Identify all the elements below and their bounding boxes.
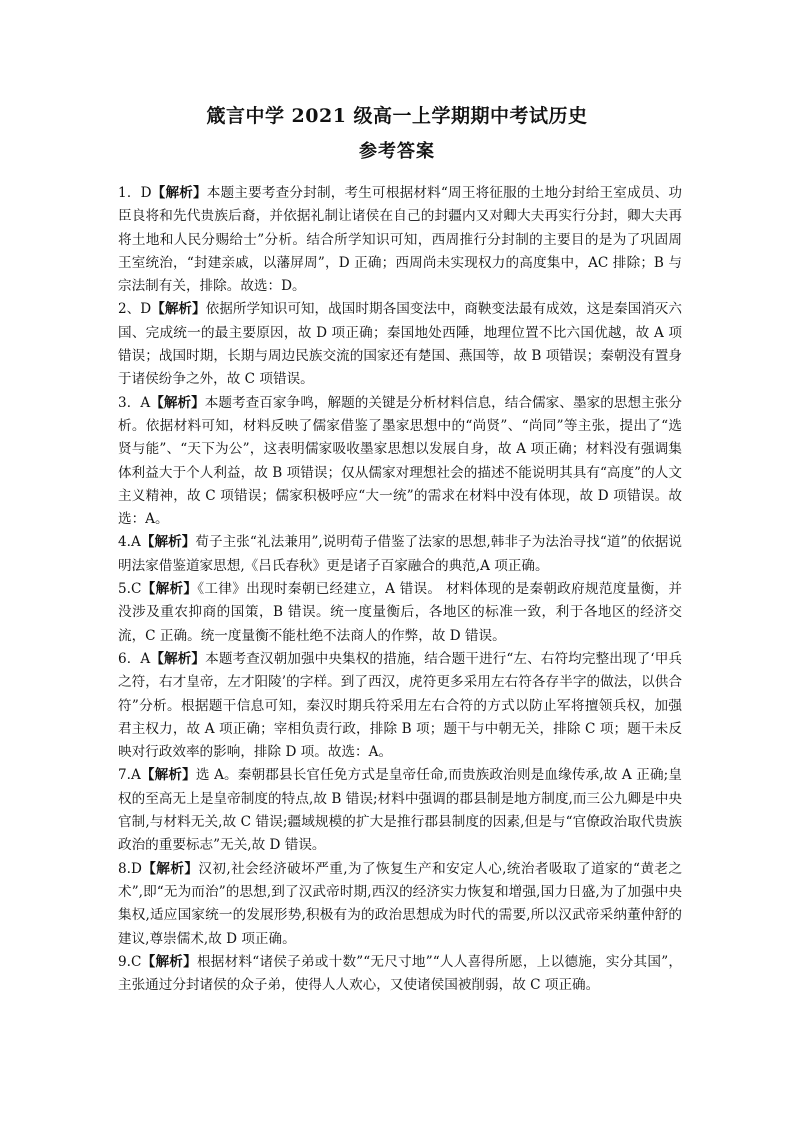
answer-text: 《工律》出现时秦朝已经建立，A 错误。 材料体现的是秦朝政府规范度量衡，并没涉及重农抑商的国策，B 错误。统一度量衡后，各地区的标准一致，利于各地区的经济交流，C 正确。统一度量衡不能杜绝不法商人的作弊，故 D 错误。 [118, 581, 682, 644]
analysis-tag: 【解析】 [150, 394, 205, 411]
answer-list [118, 182, 682, 997]
answer-number: 8.D [118, 860, 142, 877]
document-title: 箴言中学 2021 级高一上学期期中考试历史 [206, 105, 588, 127]
document-subtitle: 参考答案 [359, 141, 435, 162]
answer-number: 6．A [118, 650, 151, 667]
answer-text: 依据所学知识可知，战国时期各国变法中，商鞅变法最有成效，这是秦国消灭六国、完成统一的最主要原因，故 D 项正确；秦国地处西陲，地理位置不比六国优越，故 A 项错误；战国时期，长期与周边民族交流的国家还有楚国、燕国等，故 B 项错误；秦朝没有置身于诸侯纷争之外，故 C 项错误。 [118, 301, 683, 388]
analysis-tag: 【解析】 [151, 301, 206, 318]
analysis-tag: 【解析】 [151, 185, 207, 201]
answer-number: 5.C [118, 581, 142, 598]
answer-number: 7.A [118, 767, 141, 784]
answer-number: 2、D [118, 301, 152, 318]
analysis-tag: 【解析】 [141, 953, 197, 970]
analysis-tag: 【解析】 [141, 581, 198, 598]
answer-item-4 [118, 531, 682, 578]
answer-item-2 [118, 298, 682, 391]
answer-item-1 [118, 182, 682, 298]
answer-number: 3．A [118, 394, 151, 411]
answer-text: 选 A。秦朝郡县长官任免方式是皇帝任命,而贵族政治则是血缘传承,故 A 正确;皇权的至高无上是皇帝制度的特点,故 B 错误;材料中强调的郡县制是地方制度,而三公九卿是中央官制,与材料无关,故 C 错误;疆域规模的扩大是推行郡县制度的因素,但是与“官僚政治取代贵族政治的重要标志”无关,故 D 错误。 [118, 767, 682, 854]
answer-text: 本题主要考查分封制，考生可根据材料“周王将征服的土地分封给王室成员、功臣良将和先代贵族后裔，并依据礼制让诸侯在自己的封疆内又对卿大夫再实行分封，卿大夫再将土地和人民分赐给士”分析。结合所学知识可知，西周推行分封制的主要目的是为了巩固周王室统治，“封建亲戚，以藩屏周”，D 正确；西周尚未实现权力的高度集中，AC 排除；B 与宗法制有关，排除。故选：D。 [118, 185, 682, 295]
answer-item-6 [118, 648, 682, 764]
answer-number: 1．D [118, 185, 152, 201]
answer-text: 根据材料“诸侯子弟或十数”“无尺寸地”“人人喜得所愿，上以德施，实分其国”，主张通过分封诸侯的众子弟，使得人人欢心，又使诸侯国被削弱，故 C 项正确。 [118, 953, 683, 994]
answer-item-3 [118, 392, 682, 532]
answer-text: 汉初,社会经济破坏严重,为了恢复生产和安定人心,统治者吸取了道家的“黄老之术”,即“无为而治”的思想,到了汉武帝时期,西汉的经济实力恢复和增强,国力日盛,为了加强中央集权,适应国家统一的发展形势,积极有为的政治思想成为时代的需要,所以汉武帝采纳董仲舒的建议,尊崇儒术,故 D 项正确。 [118, 860, 682, 947]
answer-item-7 [118, 764, 682, 857]
analysis-tag: 【解析】 [141, 860, 199, 877]
answer-number: 9.C [118, 953, 142, 970]
answer-number: 4.A [118, 534, 141, 551]
analysis-tag: 【解析】 [140, 767, 196, 784]
answer-text: 本题考查百家争鸣，解题的关键是分析材料信息，结合儒家、墨家的思想主张分析。依据材料可知，材料反映了儒家借鉴了墨家思想中的“尚贤”、“尚同”等主张，提出了“选贤与能”、“天下为公”，这表明儒家吸收墨家思想以发展自身，故 A 项正确；材料没有强调集体利益大于个人利益，故 B 项错误；仅从儒家对理想社会的描述不能说明其具有“高度”的人文主义精神，故 C 项错误；儒家积极呼应“大一统”的需求在材料中没有体现，故 D 项错误。故选：A。 [118, 394, 683, 528]
analysis-tag: 【解析】 [150, 650, 206, 667]
answer-text: 荀子主张“礼法兼用”,说明荀子借鉴了法家的思想,韩非子为法治寻找“道”的依据说明法家借鉴道家思想,《吕氏春秋》更是诸子百家融合的典范,A 项正确。 [118, 534, 682, 574]
answer-item-8 [118, 858, 682, 951]
analysis-tag: 【解析】 [140, 534, 196, 551]
answer-item-5 [118, 578, 682, 648]
answer-item-9 [118, 951, 682, 998]
answer-text: 本题考查汉朝加强中央集权的措施，结合题干进行“左、右符均完整出现了‘甲兵之符，右才皇帝，左才阳陵’的字样。到了西汉，虎符更多采用左右符各存半字的做法，以供合符”分析。根据题干信息可知，秦汉时期兵符采用左右合符的方式以防止军将擅领兵权，加强君主权力，故 A 项正确；宰相负责行政，排除 B 项；题干与中朝无关，排除 C 项；题干未反映对行政效率的影响，排除 D 项。故选：A。 [118, 650, 683, 761]
